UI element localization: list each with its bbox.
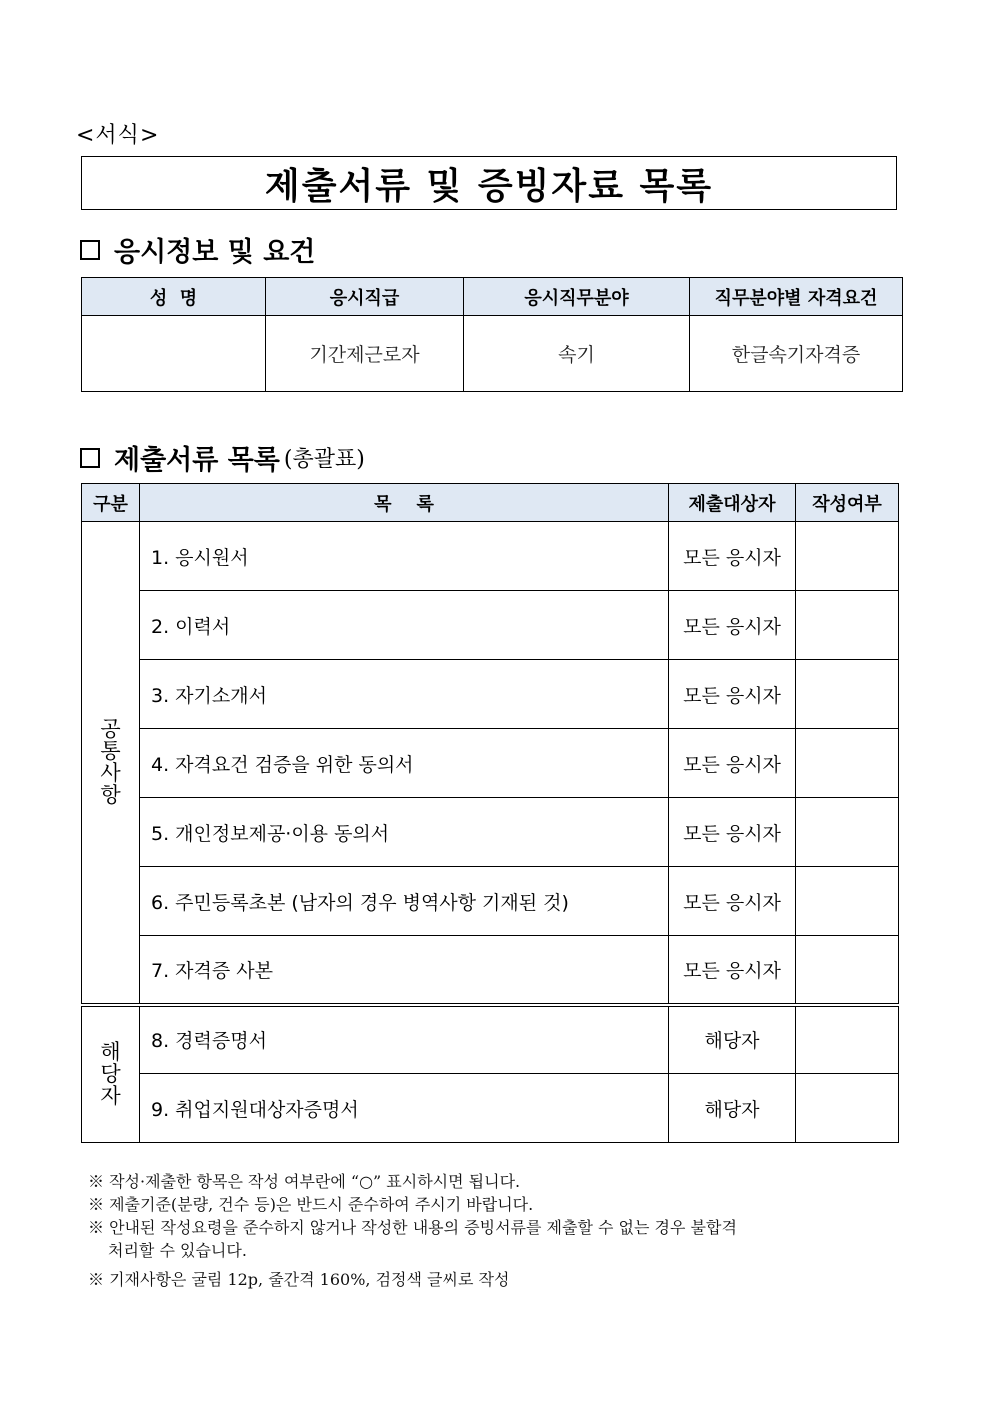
item-target: 모든 응시자 bbox=[669, 591, 796, 660]
category-label: 공통사항 bbox=[100, 717, 121, 808]
header-field: 응시직무분야 bbox=[464, 278, 690, 316]
item-label: 9. 취업지원대상자증명서 bbox=[140, 1074, 669, 1143]
item-label: 5. 개인정보제공·이용 동의서 bbox=[140, 798, 669, 867]
item-label: 4. 자격요건 검증을 위한 동의서 bbox=[140, 729, 669, 798]
note-line: ※ 작성·제출한 항목은 작성 여부란에 “○” 표시하시면 됩니다. bbox=[88, 1172, 521, 1191]
item-target: 모든 응시자 bbox=[669, 867, 796, 936]
table-row bbox=[82, 522, 899, 591]
item-target: 해당자 bbox=[669, 1074, 796, 1143]
item-label: 2. 이력서 bbox=[140, 591, 669, 660]
table-row bbox=[82, 798, 899, 867]
document-list-table bbox=[81, 483, 899, 1143]
form-label: <서식> bbox=[76, 123, 160, 148]
item-target: 모든 응시자 bbox=[669, 936, 796, 1005]
item-label: 6. 주민등록초본 (남자의 경우 병역사항 기재된 것) bbox=[140, 867, 669, 936]
item-status-cell[interactable] bbox=[796, 867, 899, 936]
cell-requirement: 한글속기자격증 bbox=[690, 316, 903, 392]
item-status-cell[interactable] bbox=[796, 1074, 899, 1143]
item-target: 모든 응시자 bbox=[669, 798, 796, 867]
section-heading-applicant-info bbox=[80, 230, 315, 269]
table-row bbox=[82, 1005, 899, 1074]
item-label: 1. 응시원서 bbox=[140, 522, 669, 591]
document-title: 제출서류 및 증빙자료 목록 bbox=[264, 165, 714, 207]
section-title: 응시정보 및 요건 bbox=[114, 237, 316, 268]
header-list: 목 록 bbox=[140, 484, 669, 522]
item-status-cell[interactable] bbox=[796, 522, 899, 591]
applicant-info-table bbox=[81, 277, 903, 392]
table-row bbox=[82, 591, 899, 660]
category-cell-applicable bbox=[82, 1005, 140, 1143]
note-line-continued: 처리할 수 있습니다. bbox=[108, 1241, 247, 1260]
item-label: 8. 경력증명서 bbox=[140, 1005, 669, 1074]
cell-name[interactable] bbox=[82, 316, 266, 392]
item-label: 7. 자격증 사본 bbox=[140, 936, 669, 1005]
header-name: 성 명 bbox=[82, 278, 266, 316]
note-line: ※ 안내된 작성요령을 준수하지 않거나 작성한 내용의 증빙서류를 제출할 수 없는 경우 불합격 bbox=[88, 1218, 737, 1237]
checkbox-icon bbox=[80, 240, 100, 260]
section-title-note: (총괄표) bbox=[283, 447, 365, 472]
table-header-row bbox=[82, 484, 899, 522]
item-target: 해당자 bbox=[669, 1005, 796, 1074]
item-status-cell[interactable] bbox=[796, 729, 899, 798]
checkbox-icon bbox=[80, 448, 100, 468]
item-status-cell[interactable] bbox=[796, 660, 899, 729]
header-target: 제출대상자 bbox=[669, 484, 796, 522]
header-requirement: 직무분야별 자격요건 bbox=[690, 278, 903, 316]
section-title: 제출서류 목록 bbox=[114, 445, 280, 476]
header-category: 구분 bbox=[82, 484, 140, 522]
cell-field: 속기 bbox=[464, 316, 690, 392]
cell-grade: 기간제근로자 bbox=[266, 316, 464, 392]
item-label: 3. 자기소개서 bbox=[140, 660, 669, 729]
note-line: ※ 기재사항은 굴림 12p, 줄간격 160%, 검정색 글씨로 작성 bbox=[88, 1270, 510, 1289]
item-status-cell[interactable] bbox=[796, 798, 899, 867]
header-grade: 응시직급 bbox=[266, 278, 464, 316]
table-row bbox=[82, 729, 899, 798]
item-status-cell[interactable] bbox=[796, 936, 899, 1005]
item-status-cell[interactable] bbox=[796, 1005, 899, 1074]
item-target: 모든 응시자 bbox=[669, 729, 796, 798]
item-target: 모든 응시자 bbox=[669, 660, 796, 729]
table-row bbox=[82, 316, 903, 392]
header-status: 작성여부 bbox=[796, 484, 899, 522]
document-title-box bbox=[81, 156, 897, 210]
item-status-cell[interactable] bbox=[796, 591, 899, 660]
category-cell-common bbox=[82, 522, 140, 1005]
section-heading-document-list bbox=[80, 438, 365, 477]
item-target: 모든 응시자 bbox=[669, 522, 796, 591]
table-row bbox=[82, 936, 899, 1005]
table-header-row bbox=[82, 278, 903, 316]
table-row bbox=[82, 1074, 899, 1143]
note-line: ※ 제출기준(분량, 건수 등)은 반드시 준수하여 주시기 바랍니다. bbox=[88, 1195, 534, 1214]
table-row bbox=[82, 867, 899, 936]
table-row bbox=[82, 660, 899, 729]
notes-block bbox=[88, 1170, 888, 1291]
category-label: 해당자 bbox=[100, 1040, 121, 1109]
